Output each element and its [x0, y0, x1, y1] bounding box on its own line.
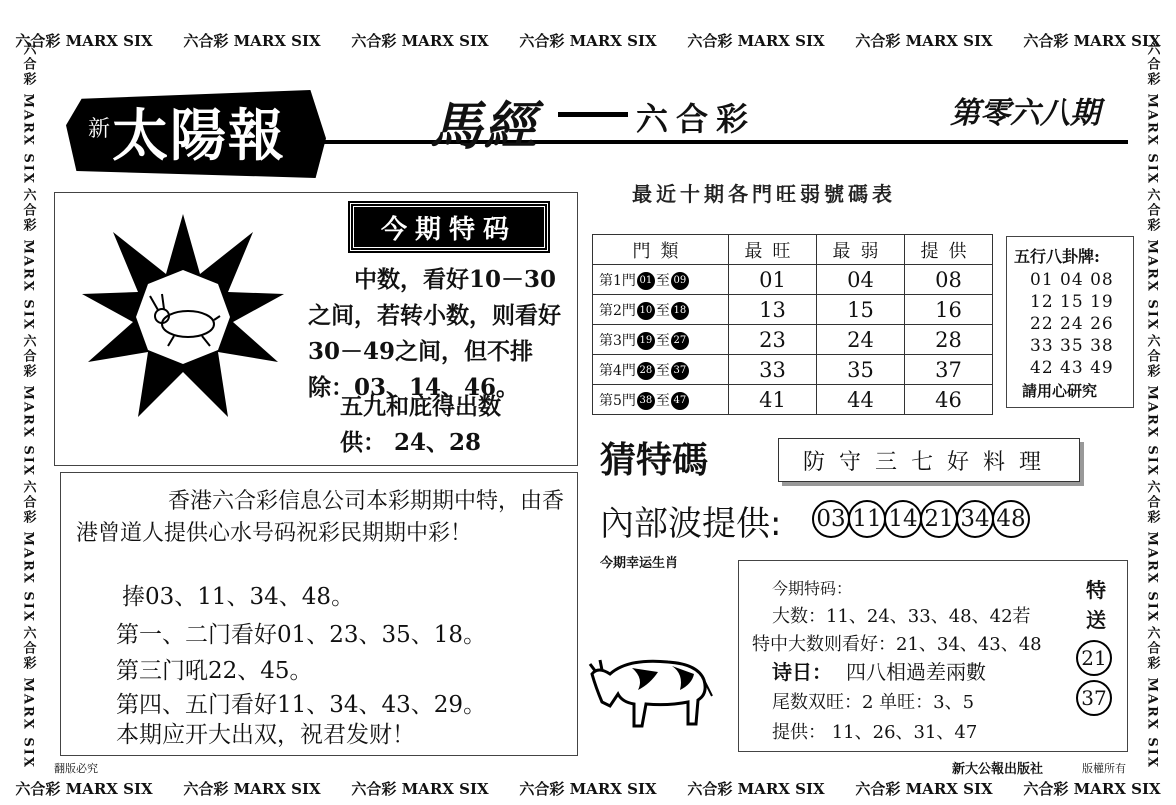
border-text: 六合彩 MARX SIX	[1023, 31, 1161, 50]
offer-cell: 46	[905, 385, 993, 415]
poem-label: 诗日：	[772, 660, 832, 684]
border-text: 六合彩 MARX SIX	[1023, 779, 1161, 798]
special-big-numbers: 大数：11、24、33、48、42若	[772, 606, 1031, 627]
min-cell: 24	[817, 325, 905, 355]
footer-rights: 版權所有	[1082, 762, 1126, 775]
offer-cell: 16	[905, 295, 993, 325]
bagua-row: 12 15 19	[1030, 292, 1114, 312]
bagua-title: 五行八卦牌:	[1014, 247, 1100, 266]
offer-cell: 37	[905, 355, 993, 385]
border-text: 六合彩 MARX SIX	[1144, 333, 1160, 477]
bagua-row: 42 43 49	[1030, 358, 1114, 378]
wave-number: 21	[920, 500, 958, 538]
bagua-row: 22 24 26	[1030, 314, 1114, 334]
info-line: 第四、五门看好11、34、43、29。	[116, 692, 487, 718]
info-intro: 香港六合彩信息公司本彩期期中特，由香港曾道人提供心水号码祝彩民期期中彩！	[76, 489, 565, 546]
gate-cell: 第5門 38 至 47	[593, 385, 729, 415]
special-offer: 提供： 11、26、31、47	[772, 722, 978, 743]
offer-cell: 28	[905, 325, 993, 355]
poem-text: 四八相過差兩數	[846, 660, 986, 684]
ox-icon	[588, 644, 714, 730]
guess-title: 猜特碼	[600, 440, 709, 481]
max-cell: 23	[729, 325, 817, 355]
bagua-row: 01 04 08	[1030, 270, 1114, 290]
masthead-subtitle: 六合彩	[636, 100, 757, 138]
table-title: 最近十期各門旺弱號碼表	[632, 182, 896, 206]
newspaper-logo: 太陽報	[112, 103, 286, 169]
wave-number: 14	[884, 500, 922, 538]
gate-from-ball: 10	[637, 302, 655, 320]
border-text: 六合彩 MARX SIX	[687, 31, 825, 50]
border-text: 六合彩 MARX SIX	[351, 779, 489, 798]
info-line: 第三门吼22、45。	[116, 658, 313, 684]
border-strip-top	[0, 24, 1176, 56]
border-strip-left	[16, 40, 40, 770]
border-text: 六合彩 MARX SIX	[20, 41, 36, 185]
border-text: 六合彩 MARX SIX	[351, 31, 489, 50]
border-text: 六合彩 MARX SIX	[519, 779, 657, 798]
border-text: 六合彩 MARX SIX	[855, 31, 993, 50]
wave-number: 03	[812, 500, 850, 538]
send-char: 特	[1086, 578, 1106, 602]
border-text: 六合彩 MARX SIX	[20, 625, 36, 769]
special-tail: 尾数双旺：2 单旺：3、5	[772, 692, 975, 713]
wave-number: 34	[956, 500, 994, 538]
star-rabbit-icon	[78, 212, 288, 422]
table-header-row	[593, 235, 993, 265]
border-text: 六合彩 MARX SIX	[687, 779, 825, 798]
gate-to-ball: 18	[671, 302, 689, 320]
border-text: 六合彩 MARX SIX	[519, 31, 657, 50]
gate-cell: 第1門 01 至 09	[593, 265, 729, 295]
table-row	[593, 295, 993, 325]
table-row	[593, 325, 993, 355]
wave-numbers	[812, 500, 1028, 538]
masthead-dash	[558, 112, 628, 117]
border-text: 六合彩 MARX SIX	[1144, 625, 1160, 769]
info-line: 捧03、11、34、48。	[122, 584, 355, 610]
wave-number: 11	[848, 500, 886, 538]
table-header: 門類	[593, 235, 729, 265]
wave-label: 內部波提供:	[600, 504, 782, 544]
border-text: 六合彩 MARX SIX	[1144, 41, 1160, 185]
send-char: 送	[1086, 608, 1106, 632]
border-text: 六合彩 MARX SIX	[1144, 187, 1160, 331]
offer-cell: 08	[905, 265, 993, 295]
gate-to-ball: 47	[671, 392, 689, 410]
min-cell: 35	[817, 355, 905, 385]
border-text: 六合彩 MARX SIX	[183, 31, 321, 50]
logo-prefix: 新	[88, 117, 111, 142]
info-line: 第一、二门看好01、23、35、18。	[116, 622, 487, 648]
lucky-zodiac-label: 今期幸运生肖	[600, 556, 679, 571]
table-row	[593, 355, 993, 385]
gate-to-ball: 27	[671, 332, 689, 350]
gate-cell: 第2門 10 至 18	[593, 295, 729, 325]
table-header: 最旺	[729, 235, 817, 265]
predict-extra-values: 供： 24、28	[340, 429, 482, 456]
gate-from-ball: 19	[637, 332, 655, 350]
min-cell: 15	[817, 295, 905, 325]
border-text: 六合彩 MARX SIX	[20, 479, 36, 623]
border-text: 六合彩 MARX SIX	[183, 779, 321, 798]
max-cell: 13	[729, 295, 817, 325]
send-number: 21	[1076, 640, 1112, 676]
gate-from-ball: 38	[637, 392, 655, 410]
border-text: 六合彩 MARX SIX	[15, 31, 153, 50]
footer-publisher: 新大公報出版社	[952, 762, 1044, 777]
send-number: 37	[1076, 680, 1112, 716]
min-cell: 04	[817, 265, 905, 295]
border-strip-right	[1140, 40, 1164, 770]
border-text: 六合彩 MARX SIX	[15, 779, 153, 798]
masthead-title: 馬經	[430, 96, 539, 157]
min-cell: 44	[817, 385, 905, 415]
info-line: 本期应开大出双，祝君发财！	[116, 722, 415, 748]
table-row	[593, 385, 993, 415]
footer-copyright: 翻版必究	[54, 762, 98, 775]
border-text: 六合彩 MARX SIX	[20, 333, 36, 477]
table-row	[593, 265, 993, 295]
border-text: 六合彩 MARX SIX	[20, 187, 36, 331]
table-header: 最弱	[817, 235, 905, 265]
special-title: 今期特码：	[772, 579, 853, 598]
bagua-row: 33 35 38	[1030, 336, 1114, 356]
max-cell: 33	[729, 355, 817, 385]
predict-body: 中数，看好10－30之间，若转小数，则看好30－49之间，但不排除：03、14、46。	[308, 266, 561, 401]
special-big-hit: 特中大数则看好：21、34、43、48	[752, 634, 1042, 655]
gate-to-ball: 09	[671, 272, 689, 290]
slogan-box: 防守三七好料理	[778, 438, 1080, 482]
border-text: 六合彩 MARX SIX	[1144, 479, 1160, 623]
predict-title: 今期特码	[350, 203, 548, 251]
gate-cell: 第3門 19 至 27	[593, 325, 729, 355]
table-header: 提供	[905, 235, 993, 265]
gate-table	[592, 234, 993, 415]
max-cell: 01	[729, 265, 817, 295]
predict-extra-title: 五九和庇得出数	[340, 393, 501, 420]
border-text: 六合彩 MARX SIX	[855, 779, 993, 798]
gate-to-ball: 37	[671, 362, 689, 380]
gate-cell: 第4門 28 至 37	[593, 355, 729, 385]
wave-number: 48	[992, 500, 1030, 538]
gate-from-ball: 01	[637, 272, 655, 290]
gate-from-ball: 28	[637, 362, 655, 380]
bagua-note: 請用心研究	[1022, 382, 1098, 400]
issue-number: 第零六八期	[950, 96, 1100, 131]
max-cell: 41	[729, 385, 817, 415]
